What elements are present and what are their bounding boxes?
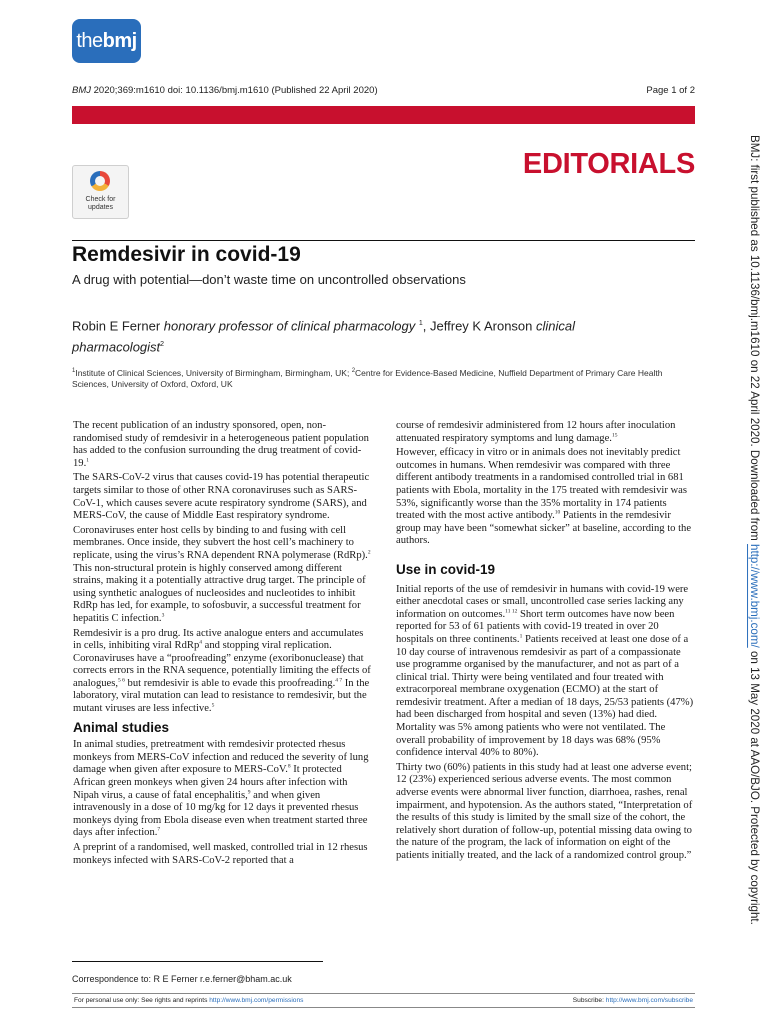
- subscribe-label: Subscribe:: [572, 997, 606, 1004]
- check-for-updates-badge[interactable]: [72, 165, 129, 219]
- paragraph: [73, 525, 371, 626]
- header-red-bar: [72, 106, 695, 124]
- badge-line-2: updates: [88, 204, 113, 211]
- footer-bar: [72, 993, 695, 1008]
- reference[interactable]: 15: [611, 432, 618, 439]
- left-column: [73, 420, 371, 869]
- text: However, efficacy in vitro or in animals does not inevitably predict outcomes in humans. When remdesivir was compared with three different antibody treatments in a randomised controlled trial in 681 patients with Ebola, mortality in the 175 treated with remdesivir was 53%, significantly worse than the 35% mortality in 174 patients treated with the most active antibody.: [396, 447, 687, 522]
- text: but remdesivir is able to evade this proofreading.: [124, 677, 336, 689]
- reference[interactable]: 1: [86, 457, 89, 464]
- paragraph: A preprint of a randomised, well masked, controlled trial in 12 rhesus monkeys infected with SARS-CoV-2 reported that a: [73, 842, 368, 866]
- text: It protected African green monkeys when given 24 hours after infection with Nipah virus, a cause of fatal encephalitis,: [73, 764, 348, 801]
- reference[interactable]: 4 7: [335, 677, 343, 684]
- side-copyright-notice: [748, 135, 761, 925]
- text: Patients in the remdesivir group may have been “somewhat sicker” at baseline, according to the authors.: [396, 510, 692, 547]
- article-title: Remdesivir in covid-19: [72, 243, 301, 266]
- permissions-link[interactable]: http://www.bmj.com/permissions: [209, 997, 304, 1004]
- section-heading: EDITORIALS: [522, 148, 695, 180]
- reference[interactable]: 9: [247, 789, 251, 796]
- affil-marker-1: 1: [72, 368, 76, 374]
- citation-journal: BMJ: [72, 85, 91, 96]
- text: In the laboratory, viral mutation can lead to resistance to remdesivir, but the mutant viruses are less infective.: [73, 677, 370, 715]
- personal-use-note: [74, 994, 303, 1007]
- text: Patients received at least one dose of a 10 day course of intravenous remdesivir as part of a compassionate use programme organised by the manufacturer, and not as part of a clinical trial. Thirty were being ventilated and four treated with extracorporeal membrane oxygenation (ECMO) at the start of remdesivir treatment. After a median of 18 days, 25/53 patients (47%) had been discharged from hospital and seven (13%) had died. Mortality was 5% among patients who were not ventilated. The overall probability of improvement by 18 days was 68% (95% confidence interval 40% to 80%).: [396, 633, 694, 759]
- text: and when given intravenously in a dose of 10 mg/kg for 12 days it prevented rhesus monkeys dying from Ebola disease even when treatment started three days after infection.: [73, 789, 368, 839]
- side-text-2: on 13 May 2020 at AAO/BJO. Protected by copyright.: [748, 647, 761, 925]
- reference[interactable]: 10: [554, 509, 561, 516]
- author-2-role: clinical pharmacologist: [72, 318, 576, 355]
- text: Initial reports of the use of remdesivir in humans with covid-19 were either anecdotal cases or small, uncontrolled case series lacking any information on outcomes.: [396, 583, 689, 620]
- author-2-name: Jeffrey K Aronson: [430, 318, 533, 334]
- paragraph: [73, 420, 371, 470]
- paragraph: [73, 628, 371, 716]
- paragraph: Thirty two (60%) patients in this study had at least one adverse event; 12 (23%) experienced serious adverse events. The most common adverse events were abnormal liver function, diarrhoea, rashes, renal impairment, and hypotension. As the authors stated, “Interpretation of the results of this study is limited by the small size of the cohort, the relatively short duration of follow-up, potential missing data owing to the nature of the program, the lack of information on eight of the patients initially treated, and the lack of a randomized control group.”: [396, 761, 693, 861]
- section-heading-use-in-covid-19: Use in covid-19: [396, 561, 496, 577]
- section-heading-animal-studies: Animal studies: [73, 719, 170, 735]
- text: and stopping viral replication. Coronaviruses have a “proofreading” enzyme (exoribonuclease) that corrects errors in the RNA sequence, potentially limiting the effects of analogues,: [73, 640, 371, 689]
- footnote-rule: [72, 961, 323, 962]
- right-column: [396, 420, 694, 865]
- author-1-name: Robin E Ferner: [72, 318, 161, 334]
- text: This non-structural protein is highly conserved among different strains, making it a potentially attractive drug target. The principle of using synthetic analogues of nucleosides and nucleotides to inhibit RdRp has led, for example, to sofosbuvir, a successful treatment for hepatitis C infection.: [73, 562, 366, 624]
- text: Coronaviruses enter host cells by binding to and fusing with cell membranes. Once inside, they subvert the host cell’s machinery to replicate, using the virus’s RNA dependent RNA polymerase (RdRp).: [73, 524, 368, 561]
- reference[interactable]: 5: [211, 702, 215, 709]
- affil-2: Centre for Evidence-Based Medicine, Nuffield Department of Primary Care Health Sciences, University of Oxford, Oxford, UK: [72, 367, 663, 389]
- reference[interactable]: 2: [367, 549, 371, 556]
- affil-marker-2: 2: [351, 368, 356, 374]
- citation-details: 2020;369:m1610 doi: 10.1136/bmj.m1610 (Published 22 April 2020): [91, 85, 378, 96]
- citation-line: [72, 85, 378, 96]
- subscribe-note: [573, 994, 693, 1007]
- affiliations: [72, 366, 692, 390]
- text: In animal studies, pretreatment with remdesivir protected rhesus monkeys from MERS-CoV infection and reduced the severity of lung damage when given after exposure to MERS-CoV.: [73, 739, 369, 776]
- author-2-affil: 2: [160, 341, 165, 349]
- paragraph: The SARS-CoV-2 virus that causes covid-19 has potential therapeutic targets similar to those of other RNA coronaviruses such as SARS-CoV-1, which causes severe acute respiratory syndrome (SARS), and MERS-CoV, the cause of Middle East respiratory syndrome.: [73, 472, 370, 522]
- author-1-affil: 1: [418, 320, 423, 327]
- reference[interactable]: 5 6: [118, 677, 125, 684]
- affil-1: Institute of Clinical Sciences, University of Birmingham, Birmingham, UK;: [75, 367, 352, 378]
- logo-prefix: the: [76, 29, 103, 52]
- reference[interactable]: 7: [157, 826, 161, 833]
- subscribe-link[interactable]: http://www.bmj.com/subscribe: [605, 997, 693, 1004]
- text: course of remdesivir administered from 12 hours after inoculation attenuated respiratory symptoms and lung damage.: [396, 420, 676, 444]
- paragraph: [396, 447, 694, 548]
- reference[interactable]: 3: [161, 612, 165, 619]
- personal-use-text: For personal use only: See rights and reprints: [74, 997, 210, 1004]
- paragraph: [396, 420, 694, 445]
- badge-line-1: Check for: [85, 196, 116, 203]
- reference[interactable]: 11 12: [505, 608, 518, 615]
- title-rule: [72, 240, 695, 241]
- logo-brand: bmj: [102, 29, 137, 52]
- reference[interactable]: 8: [287, 763, 291, 770]
- page-number: Page 1 of 2: [646, 85, 695, 96]
- author-1-role: honorary professor of clinical pharmacology: [163, 318, 416, 334]
- bmj-logo[interactable]: [72, 19, 141, 63]
- bmj-home-link[interactable]: http://www.bmj.com/: [748, 544, 761, 648]
- reference[interactable]: 1: [519, 633, 523, 640]
- text: Short term outcomes have now been reported for 53 of 61 patients with covid-19 treated in over 20 hospitals on three continents.: [396, 608, 675, 645]
- correspondence: Correspondence to: R E Ferner r.e.ferner@bham.ac.uk: [72, 974, 292, 984]
- author-list: Robin E Ferner honorary professor of clinical pharmacology $^1$, Jeffrey K Aronson clinical pharmacologist$^2$: [72, 318, 576, 355]
- paragraph: [396, 584, 694, 760]
- crossmark-icon: [90, 171, 110, 191]
- side-text-1: BMJ: first published as 10.1136/bmj.m1610 on 22 April 2020. Downloaded from: [748, 135, 761, 545]
- reference[interactable]: 4: [199, 639, 202, 646]
- article-subtitle: A drug with potential—don’t waste time on uncontrolled observations: [72, 272, 466, 287]
- text: The recent publication of an industry sponsored, open, non-randomised study of remdesivir in a heterogeneous patient population has added to the confusion surrounding the drug treatment of covid-19.: [73, 420, 369, 469]
- paragraph: [73, 739, 371, 840]
- text: Remdesivir is a pro drug. Its active analogue enters and accumulates in cells, inhibiting viral RdRp: [73, 627, 364, 652]
